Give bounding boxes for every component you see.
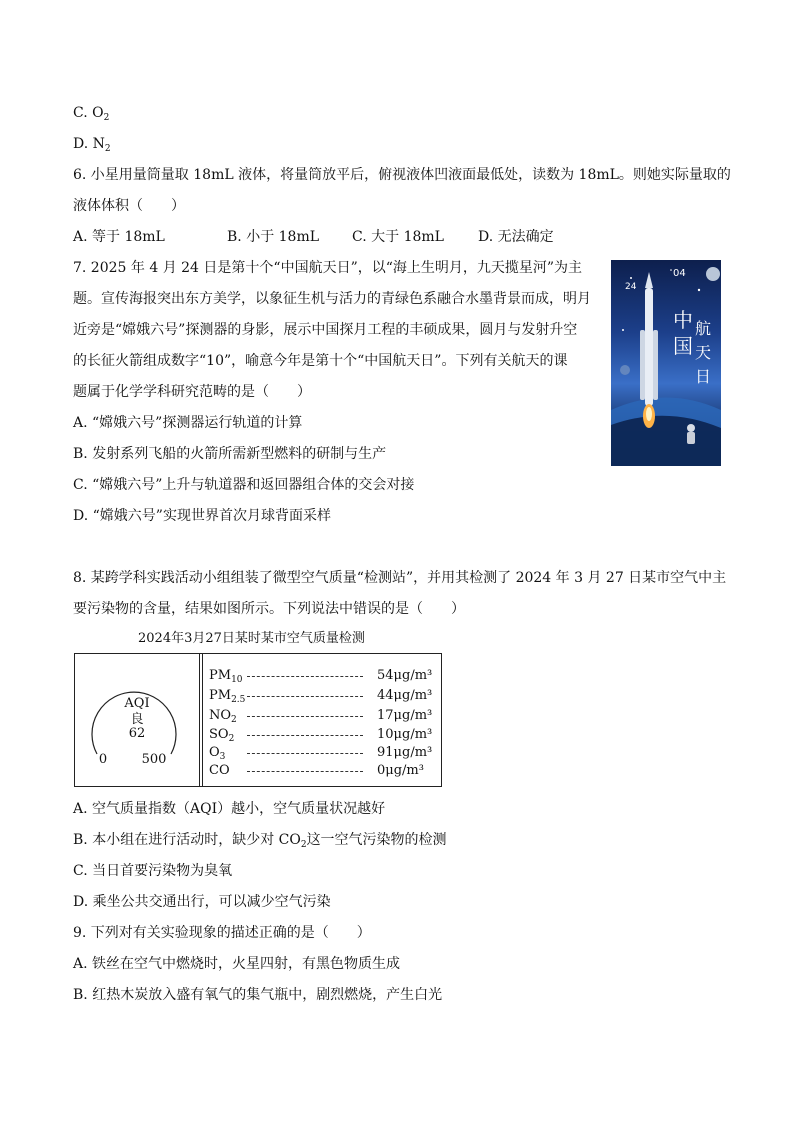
aqi-value: 62: [128, 726, 146, 741]
poster-date-top: 04: [673, 268, 686, 279]
aqi-figure: AQI 良 62 0 500 $PM_{10}$ 54μg/m³ $PM_{2.5}$ 44μg/m³ $NO_2$ 17μg/m³ $SO_2$ 10μg/m³ $O_3$ 91μg/m³ CO 0μg/m³: [74, 653, 442, 787]
q6-option-a: A. 等于 18mL: [73, 229, 165, 245]
q7-stem-line2: 题。宣传海报突出东方美学，以象征生机与活力的青绿色系融合水墨背景而成，明月: [73, 291, 591, 307]
aqi-divider: [199, 654, 203, 786]
q7-option-b: B. 发射系列飞船的火箭所需新型燃料的研制与生产: [73, 446, 387, 462]
poster-title-char-1: 中: [673, 308, 693, 332]
aqi-label: AQI: [124, 696, 150, 711]
aqi-min: 0: [98, 752, 108, 767]
q7-option-c: C. “嫦娥六号”上升与轨道器和返回器组合体的交会对接: [73, 477, 415, 493]
q9-stem-line1: 9. 下列对有关实验现象的描述正确的是（ ）: [73, 925, 371, 941]
poster-title-char-2: 国: [673, 334, 693, 358]
moon-icon: [706, 267, 720, 281]
q9-option-b: B. 红热木炭放入盛有氧气的集气瓶中，剧烈燃烧，产生白光: [73, 987, 443, 1003]
q7-stem-line1: 7. 2025 年 4 月 24 日是第十个“中国航天日”，以“海上生明月，九天揽星河”为主: [73, 260, 583, 276]
poster-title-char-3: 航: [695, 319, 712, 338]
astronaut-icon: [687, 424, 695, 444]
q8-option-b: B. 本小组在进行活动时，缺少对 $CO_2$这一空气污染物的检测: [73, 832, 447, 850]
poster-title-char-4: 天: [695, 343, 712, 362]
q9-option-a: A. 铁丝在空气中燃烧时，火星四射，有黑色物质生成: [73, 956, 401, 972]
q5-option-c: C. $O_2$: [73, 105, 110, 123]
q8-option-a: A. 空气质量指数（AQI）越小，空气质量状况越好: [73, 801, 386, 817]
aqi-max: 500: [141, 752, 167, 767]
aqi-figure-title: 2024年3月27日某时某市空气质量检测: [138, 631, 365, 646]
q7-option-d: D. “嫦娥六号”实现世界首次月球背面采样: [73, 508, 331, 524]
poster-title-char-5: 日: [695, 367, 712, 386]
aqi-level: 良: [130, 712, 144, 727]
q8-stem-line2: 要污染物的含量，结果如图所示。下列说法中错误的是（ ）: [73, 601, 465, 617]
q8-option-c: C. 当日首要污染物为臭氧: [73, 863, 233, 879]
q6-option-b: B. 小于 18mL: [227, 229, 320, 245]
poster-date-bottom: 24: [625, 282, 637, 292]
q7-stem-line5: 题属于化学学科研究范畴的是（ ）: [73, 384, 311, 400]
planet-icon: [620, 365, 630, 375]
q5-option-d: D. $N_2$: [73, 136, 111, 154]
q7-stem-line4: 的长征火箭组成数字“10”，喻意今年是第十个“中国航天日”。下列有关航天的课: [73, 353, 568, 369]
q6-option-d: D. 无法确定: [478, 229, 554, 245]
q6-stem-line1: 6. 小星用量筒量取 18mL 液体，将量筒放平后，俯视液体凹液面最低处，读数为 18mL。则她实际量取的: [73, 167, 731, 183]
q6-option-c: C. 大于 18mL: [352, 229, 444, 245]
q8-stem-line1: 8. 某跨学科实践活动小组组装了微型空气质量“检测站”，并用其检测了 2024 年 3 月 27 日某市空气中主: [73, 570, 727, 586]
q7-option-a: A. “嫦娥六号”探测器运行轨道的计算: [73, 415, 303, 431]
q8-option-d: D. 乘坐公共交通出行，可以减少空气污染: [73, 894, 331, 910]
q7-stem-line3: 近旁是“嫦娥六号”探测器的身影，展示中国探月工程的丰硕成果，圆月与发射升空: [73, 322, 578, 338]
space-day-poster: [611, 260, 721, 466]
q6-stem-line2: 液体体积（ ）: [73, 198, 185, 214]
